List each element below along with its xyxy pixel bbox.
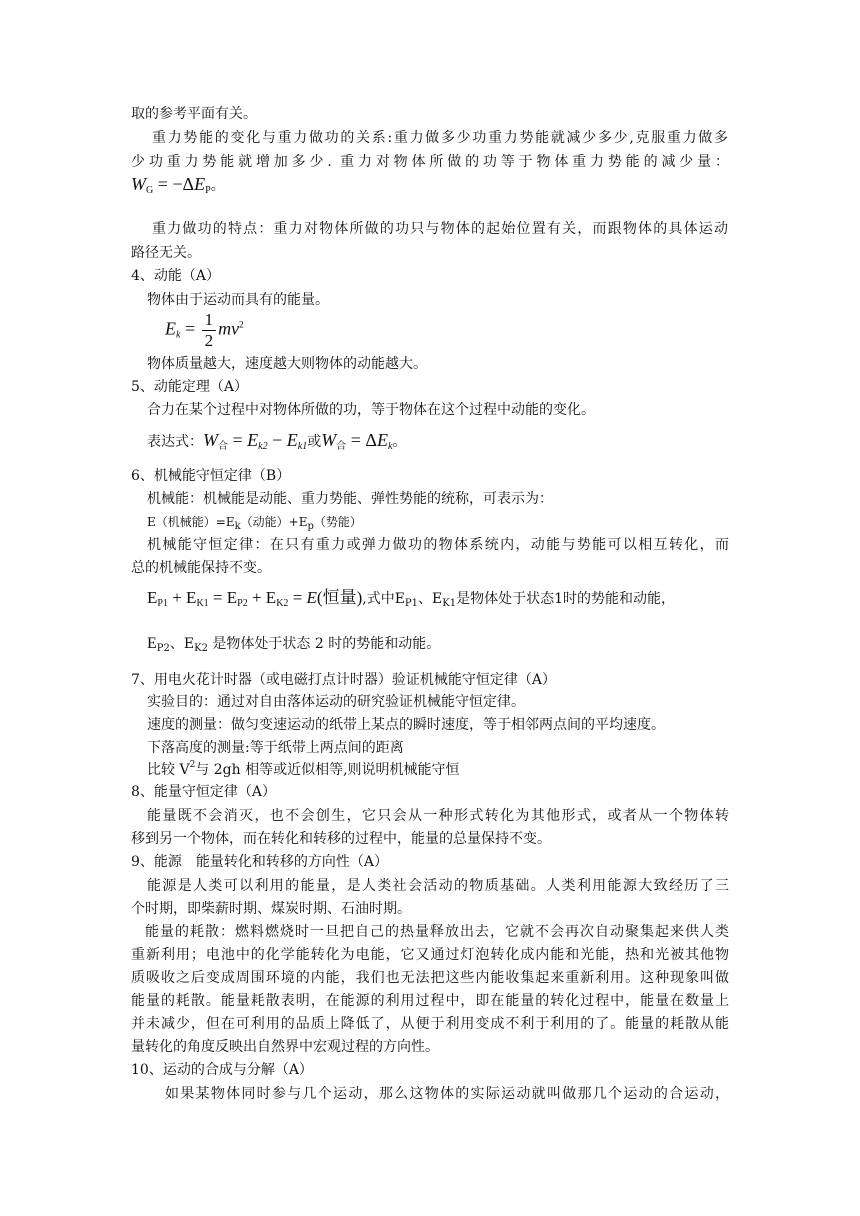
- paragraph-line: 实验目的：通过对自由落体运动的研究验证机械能守恒定律。: [147, 694, 525, 710]
- paragraph-line: 机械能：机械能是动能、重力势能、弹性势能的统称，可表示为：: [147, 491, 553, 507]
- section-heading: 8、能量守恒定律（A）: [131, 784, 277, 800]
- section-heading: 9、能源 能量转化和转移的方向性（A）: [131, 854, 389, 870]
- paragraph-line: 重力势能的变化与重力做功的关系:重力做多少功重力势能就减少多少,克服重力做多: [152, 130, 728, 146]
- paragraph-line: 取的参考平面有关。: [131, 106, 257, 122]
- paragraph-line: 总的机械能保持不变。: [131, 560, 271, 576]
- paragraph-line: 机械能守恒定律：在只有重力或弹力做功的物体系统内，动能与势能可以相互转化，而: [147, 537, 729, 553]
- formula-work-gravity: $W_G = -\Delta E_P$。: [131, 174, 225, 196]
- paragraph-line: 个时期，即柴薪时期、煤炭时期、石油时期。: [131, 901, 411, 917]
- paragraph-line: 能量既不会消灭，也不会创生，它只会从一种形式转化为其他形式，或者从一个物体转: [147, 808, 729, 824]
- paragraph-line: 能量的耗散：燃料燃烧时一旦把自己的热量释放出去，它就不会再次自动聚集起来供人类: [145, 924, 729, 940]
- paragraph-line: 少功重力势能就增加多少. 重力对物体所做的功等于物体重力势能的减少量：: [131, 154, 729, 170]
- formula-mechanical-energy: $E_{P1} + E_{K1} = E_{P2} + E_{K2} = E$(恒量),式中$E_{P1}$、$E_{K1}$是物体处于状态1时的势能和动能，: [147, 588, 676, 609]
- paragraph-line: 物体由于运动而具有的能量。: [147, 292, 329, 308]
- paragraph-line: 下落高度的测量:等于纸带上两点间的距离: [147, 740, 404, 756]
- paragraph-line: 重新利用；电池中的化学能转化为电能，它又通过灯泡转化成内能和光能，热和光被其他物: [131, 947, 729, 963]
- paragraph-line: 能量的耗散。能量耗散表明，在能源的利用过程中，即在能量的转化过程中，能量在数量上: [131, 993, 729, 1009]
- paragraph-line: 比较 $V^2$与 2gh 相等或近似相等,则说明机械能守恒: [147, 760, 460, 778]
- section-heading: 5、动能定理（A）: [131, 379, 249, 395]
- paragraph-line: 速度的测量：做匀变速运动的纸带上某点的瞬时速度，等于相邻两点间的平均速度。: [147, 717, 665, 733]
- paragraph-line: 量转化的角度反映出自然界中宏观过程的方向性。: [131, 1039, 439, 1055]
- paragraph-line: $E_{P2}$、$E_{K2}$ 是物体处于状态 2 时的势能和动能。: [147, 635, 441, 654]
- paragraph-line: 并未减少，但在可利用的品质上降低了，从便于利用变成不利于利用的了。能量的耗散从能: [131, 1016, 729, 1032]
- section-heading: 6、机械能守恒定律（B）: [131, 468, 291, 484]
- paragraph-line: 能源是人类可以利用的能量，是人类社会活动的物质基础。人类利用能源大致经历了三: [147, 878, 729, 894]
- paragraph-line: 重力做功的特点：重力对物体所做的功只与物体的起始位置有关，而跟物体的具体运动: [152, 221, 728, 237]
- paragraph-line: 路径无关。: [131, 245, 201, 261]
- section-heading: 10、运动的合成与分解（A）: [131, 1062, 313, 1078]
- section-heading: 4、动能（A）: [131, 268, 221, 284]
- formula-kinetic-energy: $E_k$ = $\frac{1}{2}$ $mv^2$: [165, 310, 244, 350]
- paragraph-line: 物体质量越大，速度越大则物体的动能越大。: [147, 356, 427, 372]
- paragraph-line: 移到另一个物体，而在转化和转移的过程中，能量的总量保持不变。: [131, 831, 551, 847]
- paragraph-line: 合力在某个过程中对物体所做的功，等于物体在这个过程中动能的变化。: [147, 402, 595, 418]
- paragraph-line: 质吸收之后变成周围环境的内能，我们也无法把这些内能收集起来重新利用。这种现象叫做: [131, 970, 729, 986]
- formula-work-energy-theorem: 表达式：$W_合 = E_{k2} - E_{k1}$或$W_合 = \Delta E_k$。: [147, 430, 407, 452]
- paragraph-line: 如果某物体同时参与几个运动，那么这物体的实际运动就叫做那几个运动的合运动，: [165, 1086, 729, 1102]
- section-heading: 7、用电火花计时器（或电磁打点计时器）验证机械能守恒定律（A）: [131, 672, 557, 688]
- paragraph-line: E（机械能）$=E_k$（动能）$+E_p$（势能）: [147, 515, 362, 532]
